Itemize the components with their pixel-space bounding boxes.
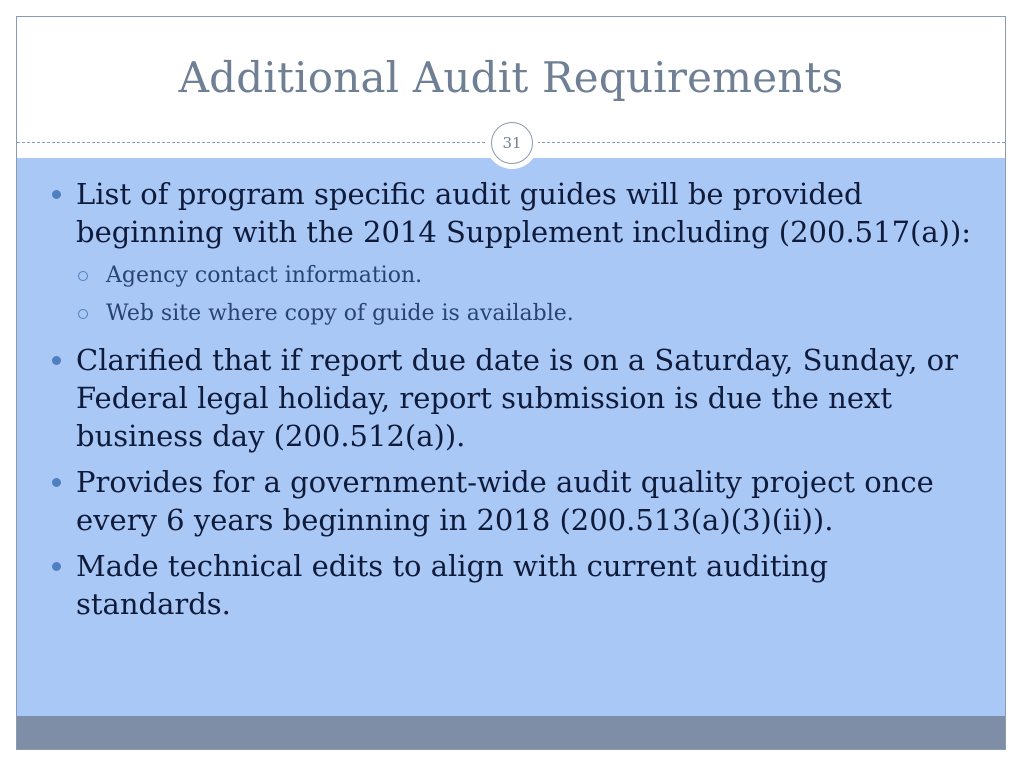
bullet-text: List of program specific audit guides will be provided beginning with the 2014 Supplement including (200.517(a)): bbox=[76, 177, 972, 249]
hollow-circle-bullet-icon bbox=[78, 309, 88, 319]
sub-bullet-text: Web site where copy of guide is available. bbox=[106, 301, 574, 326]
bullet-item bbox=[47, 547, 987, 623]
bullet-text: Made technical edits to align with current auditing standards. bbox=[76, 549, 829, 621]
hollow-circle-bullet-icon bbox=[78, 271, 88, 281]
bullet-text: Provides for a government-wide audit quality project once every 6 years beginning in 2018 (200.513(a)(3)(ii)). bbox=[76, 465, 934, 537]
bullet-item bbox=[47, 341, 987, 455]
slide-title: Additional Audit Requirements bbox=[178, 53, 844, 102]
sub-bullet-item bbox=[76, 257, 987, 295]
filled-circle-bullet-icon bbox=[52, 356, 61, 365]
filled-circle-bullet-icon bbox=[52, 478, 61, 487]
bullet-text: Clarified that if report due date is on a Saturday, Sunday, or Federal legal holiday, report submission is due the next business day (200.512(a)). bbox=[76, 343, 958, 453]
footer-bar bbox=[17, 716, 1005, 750]
sub-bullet-item bbox=[76, 295, 987, 333]
slide bbox=[16, 16, 1006, 750]
slide-number: 31 bbox=[491, 122, 533, 164]
sub-bullet-list bbox=[76, 257, 987, 333]
filled-circle-bullet-icon bbox=[52, 562, 61, 571]
bullet-item bbox=[47, 463, 987, 539]
bullet-item bbox=[47, 175, 987, 333]
filled-circle-bullet-icon bbox=[52, 190, 61, 199]
slide-number-badge bbox=[486, 117, 538, 169]
sub-bullet-text: Agency contact information. bbox=[106, 263, 423, 288]
bullet-list bbox=[47, 175, 987, 631]
